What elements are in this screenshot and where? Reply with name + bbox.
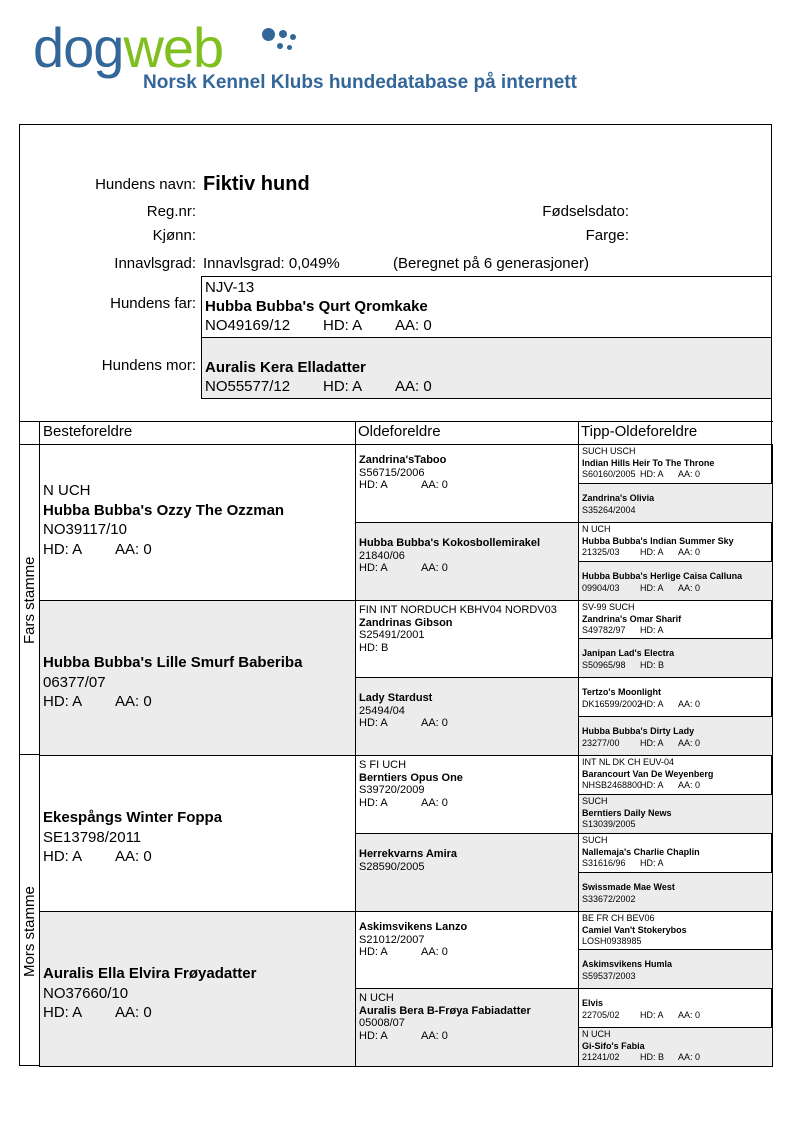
- col-header-ggparents: Oldeforeldre: [358, 423, 441, 440]
- gggparent-title: SUCH: [582, 835, 608, 845]
- ggparent-health-line: [359, 1030, 576, 1043]
- gggparent-info: [582, 602, 770, 637]
- grandparent-name: Ekespångs Winter Foppa: [43, 809, 223, 826]
- grandparent-cell: [39, 755, 356, 912]
- gggparent-hd: HD: B: [640, 659, 665, 670]
- ggparent-aa: AA: 0: [421, 1029, 448, 1042]
- regnr-label: Reg.nr:: [146, 203, 196, 220]
- gggparent-reg-line: [582, 819, 770, 831]
- ggparent-health-line: [359, 717, 576, 730]
- ggparent-title: FIN INT NORDUCH KBHV04 NORDV03: [359, 604, 557, 616]
- inbreeding-value: Innavlsgrad: 0,049%: [203, 255, 340, 272]
- father-line: [205, 316, 768, 335]
- gggparent-info: [582, 796, 770, 831]
- gggparent-title: SV-99 SUCH: [582, 602, 635, 612]
- grandparent-title: N UCH: [43, 482, 91, 499]
- gggparent-aa: AA: 0: [678, 469, 701, 479]
- grandparent-info: [43, 653, 302, 712]
- ggparent-info: [359, 848, 576, 886]
- ggparent-name: Zandrinas Gibson: [359, 616, 453, 629]
- gggparent-info: [582, 959, 770, 982]
- gggparent-cell: [578, 755, 773, 795]
- gggparent-name: Zandrina's Olivia: [582, 493, 655, 503]
- ggparent-reg: S21012/2007: [359, 933, 425, 946]
- ggparent-reg: 05008/07: [359, 1017, 405, 1029]
- mother-title: [205, 339, 768, 358]
- ggparent-hd: HD: A: [359, 479, 388, 491]
- father-hd: HD: A: [323, 317, 363, 334]
- gggparent-cell: [578, 677, 773, 717]
- gggparent-info: [582, 726, 770, 749]
- gggparent-reg-line: [582, 469, 770, 481]
- logo-word-dog: dog: [33, 16, 124, 79]
- ggparent-health-line: [359, 562, 576, 575]
- gggparent-cell: [578, 483, 773, 523]
- mother-line: [205, 377, 768, 396]
- gggparent-name: Camiel Van't Stokerybos: [582, 924, 687, 935]
- gggparent-cell: [578, 561, 773, 601]
- gggparent-info: [582, 757, 770, 792]
- grandparent-aa: AA: 0: [115, 848, 152, 865]
- mother-label: Hundens mor:: [101, 357, 196, 374]
- grandparent-info: [43, 481, 284, 559]
- dog-name: Fiktiv hund: [203, 173, 310, 195]
- gggparent-hd: HD: B: [640, 1052, 665, 1062]
- gggparent-info: [582, 524, 770, 559]
- ggparent-health-line: [359, 642, 576, 655]
- grandparent-health-line: [43, 692, 302, 712]
- gggparent-reg: S50965/98: [582, 659, 626, 670]
- gggparent-hd: HD: A: [640, 582, 664, 593]
- gggparent-cell: [578, 833, 773, 873]
- ggparent-info: [359, 454, 576, 492]
- father-reg: NO49169/12: [205, 317, 291, 334]
- ggparent-hd: HD: A: [359, 1029, 388, 1042]
- ggparent-reg: 21840/06: [359, 549, 405, 562]
- grandparent-hd: HD: A: [43, 1004, 83, 1021]
- header-divider-2: [578, 421, 579, 445]
- gggparent-info: [582, 1029, 770, 1064]
- gggparent-info: [582, 882, 770, 905]
- gggparent-hd: HD: A: [640, 780, 664, 790]
- gggparent-info: [582, 493, 770, 516]
- grandparent-cell: [39, 444, 356, 601]
- ggparent-name: Auralis Bera B-Frøya Fabiadatter: [359, 1004, 531, 1017]
- gggparent-name: Askimsvikens Humla: [582, 959, 673, 969]
- father-title: NJV-13: [205, 279, 255, 296]
- gggparent-name: Barancourt Van De Weyenberg: [582, 768, 714, 779]
- gggparent-info: [582, 687, 770, 710]
- inbreeding-note: (Beregnet på 6 generasjoner): [393, 255, 589, 272]
- grandparent-name: Hubba Bubba's Lille Smurf Baberiba: [43, 654, 303, 671]
- gggparent-reg: LOSH0938985: [582, 936, 642, 946]
- gggparent-name: Gi-Sifo's Fabia: [582, 1040, 645, 1051]
- gggparent-reg-line: [582, 894, 770, 906]
- ggparent-cell: [355, 833, 579, 912]
- grandparent-reg: 06377/07: [43, 673, 106, 691]
- dogweb-logo: [33, 16, 593, 100]
- grandparent-hd: HD: A: [43, 848, 83, 865]
- gggparent-aa: AA: 0: [678, 1052, 701, 1062]
- gggparent-reg-line: [582, 738, 770, 750]
- ggparent-aa: AA: 0: [421, 479, 448, 491]
- header-divider-1: [355, 421, 356, 445]
- ggparent-title: S FI UCH: [359, 759, 407, 771]
- gggparent-info: [582, 998, 770, 1021]
- gggparent-aa: AA: 0: [678, 698, 701, 709]
- gggparent-reg-line: [582, 971, 770, 983]
- gggparent-hd: HD: A: [640, 625, 664, 635]
- father-aa: AA: 0: [395, 317, 432, 334]
- ggparent-hd: HD: A: [359, 946, 388, 958]
- ggparent-hd: HD: B: [359, 641, 389, 654]
- gggparent-reg-line: [582, 1010, 770, 1022]
- gggparent-reg-line: [582, 699, 770, 711]
- ggparent-info: [359, 604, 576, 654]
- mother-reg: NO55577/12: [205, 378, 291, 395]
- ggparent-info: [359, 921, 576, 959]
- ggparent-reg: 25494/04: [359, 704, 405, 717]
- logo-wordmark: [33, 16, 223, 80]
- gggparent-cell: [578, 988, 773, 1028]
- gggparent-info: [582, 446, 770, 481]
- gggparent-reg-line: [582, 660, 770, 672]
- gggparent-reg: S33672/2002: [582, 893, 636, 904]
- gggparent-cell: [578, 794, 773, 834]
- gggparent-aa: AA: 0: [678, 547, 701, 557]
- gggparent-reg: S35264/2004: [582, 504, 636, 515]
- gggparent-cell: [578, 1027, 773, 1067]
- ggparent-info: [359, 992, 576, 1042]
- grandparent-aa: AA: 0: [115, 693, 152, 710]
- ggparent-name: Berntiers Opus One: [359, 771, 463, 784]
- logo-dots-icon: [262, 28, 302, 58]
- ggparent-name: Herrekvarns Amira: [359, 848, 458, 860]
- ggparent-aa: AA: 0: [421, 946, 448, 958]
- sex-label: Kjønn:: [152, 227, 196, 244]
- grandparent-health-line: [43, 847, 222, 867]
- pedigree-top-rule: [20, 421, 773, 422]
- gggparent-hd: HD: A: [640, 1009, 664, 1020]
- gggparent-reg-line: [582, 1052, 770, 1064]
- ggparent-cell: [355, 911, 579, 989]
- ggparent-cell: [355, 444, 579, 523]
- mother-aa: AA: 0: [395, 378, 432, 395]
- gggparent-reg: NHSB2468800: [582, 780, 643, 790]
- logo-subtitle: Norsk Kennel Klubs hundedatabase på internett: [143, 72, 577, 93]
- gggparent-reg-line: [582, 625, 770, 637]
- mother-hd: HD: A: [323, 378, 363, 395]
- gggparent-hd: HD: A: [640, 547, 664, 557]
- gggparent-reg: 21325/03: [582, 547, 620, 557]
- gggparent-aa: AA: 0: [678, 582, 701, 593]
- gggparent-cell: [578, 872, 773, 912]
- grandparent-cell: [39, 600, 356, 756]
- grandparent-reg: NO39117/10: [43, 521, 127, 538]
- gggparent-reg-line: [582, 583, 770, 595]
- ggparent-health-line: [359, 479, 576, 492]
- ggparent-health-line: [359, 797, 576, 810]
- ggparent-name: Hubba Bubba's Kokosbollemirakel: [359, 537, 541, 549]
- dog-name-label: Hundens navn:: [95, 176, 196, 193]
- gggparent-name: Indian Hills Heir To The Throne: [582, 457, 715, 468]
- grandparent-reg: SE13798/2011: [43, 828, 142, 846]
- gggparent-name: Nallemaja's Charlie Chaplin: [582, 846, 700, 857]
- gggparent-title: SUCH: [582, 796, 608, 806]
- gggparent-hd: HD: A: [640, 469, 664, 479]
- ggparent-cell: [355, 522, 579, 601]
- grandparent-health-line: [43, 540, 284, 560]
- gggparent-reg-line: [582, 936, 770, 948]
- mother-box: [201, 337, 772, 399]
- gggparent-aa: AA: 0: [678, 780, 701, 790]
- ggparent-cell: [355, 677, 579, 756]
- gggparent-title: N UCH: [582, 524, 611, 534]
- ggparent-cell: [355, 600, 579, 678]
- grandparent-info: [43, 808, 222, 867]
- ggparent-hd: HD: A: [359, 562, 388, 574]
- gggparent-hd: HD: A: [640, 698, 664, 709]
- pedigree-document: [19, 124, 772, 1066]
- ggparent-hd: HD: A: [359, 717, 388, 729]
- gggparent-cell: [578, 911, 773, 950]
- ggparent-health-line: [359, 946, 576, 959]
- gggparent-cell: [578, 444, 773, 484]
- gggparent-aa: AA: 0: [678, 1009, 701, 1020]
- grandparent-cell: [39, 911, 356, 1067]
- ggparent-health-line: [359, 873, 576, 886]
- ggparent-hd: HD: A: [359, 796, 388, 809]
- ggparent-name: Askimsvikens Lanzo: [359, 921, 468, 933]
- gggparent-name: Tertzo's Moonlight: [582, 687, 661, 697]
- grandparent-hd: HD: A: [43, 693, 83, 710]
- col-header-gggparents: Tipp-Oldeforeldre: [581, 423, 698, 440]
- gggparent-reg: S13039/2005: [582, 819, 636, 829]
- ggparent-name: Lady Stardust: [359, 692, 433, 704]
- gggparent-name: Hubba Bubba's Dirty Lady: [582, 726, 695, 736]
- side-label-mother: Mors stamme: [21, 886, 38, 977]
- gggparent-name: Elvis: [582, 998, 604, 1008]
- ggparent-info: [359, 537, 576, 575]
- gggparent-info: [582, 835, 770, 870]
- gggparent-title: INT NL DK CH EUV-04: [582, 757, 675, 767]
- ggparent-aa: AA: 0: [421, 562, 448, 574]
- gggparent-name: Janipan Lad's Electra: [582, 648, 675, 658]
- gggparent-title: N UCH: [582, 1029, 611, 1039]
- ggparent-title: N UCH: [359, 992, 394, 1004]
- ggparent-aa: AA: 0: [421, 796, 448, 809]
- father-label: Hundens far:: [110, 295, 196, 312]
- gggparent-name: Hubba Bubba's Indian Summer Sky: [582, 535, 734, 546]
- ggparent-info: [359, 692, 576, 730]
- gggparent-cell: [578, 600, 773, 639]
- ggparent-reg: S28590/2005: [359, 860, 425, 873]
- mother-name: Auralis Kera Elladatter: [205, 359, 366, 376]
- grandparent-name: Hubba Bubba's Ozzy The Ozzman: [43, 501, 285, 519]
- col-header-grandparents: Besteforeldre: [43, 423, 133, 440]
- gggparent-reg: S49782/97: [582, 625, 626, 635]
- gggparent-cell: [578, 949, 773, 989]
- color-label: Farge:: [585, 227, 629, 244]
- gggparent-reg-line: [582, 547, 770, 559]
- gggparent-title: BE FR CH BEV06: [582, 913, 655, 923]
- gggparent-reg: 22705/02: [582, 1009, 620, 1020]
- gggparent-reg: S59537/2003: [582, 970, 636, 981]
- gggparent-cell: [578, 522, 773, 562]
- ggparent-reg: S25491/2001: [359, 629, 425, 641]
- ggparent-aa: AA: 0: [421, 717, 448, 729]
- gggparent-info: [582, 648, 770, 671]
- grandparent-aa: AA: 0: [115, 1004, 152, 1021]
- ggparent-cell: [355, 755, 579, 834]
- grandparent-health-line: [43, 1003, 256, 1023]
- gggparent-info: [582, 913, 770, 948]
- father-name: Hubba Bubba's Qurt Qromkake: [205, 298, 428, 315]
- gggparent-reg: 09904/03: [582, 582, 620, 593]
- inbreeding-label: Innavlsgrad:: [114, 255, 196, 272]
- ggparent-info: [359, 759, 576, 809]
- gggparent-cell: [578, 638, 773, 678]
- gggparent-name: Zandrina's Omar Sharif: [582, 613, 682, 624]
- ggparent-reg: S56715/2006: [359, 466, 425, 479]
- gggparent-reg-line: [582, 505, 770, 517]
- gggparent-name: Berntiers Daily News: [582, 807, 672, 818]
- gggparent-reg-line: [582, 858, 770, 870]
- ggparent-name: Zandrina'sTaboo: [359, 454, 447, 466]
- gggparent-reg-line: [582, 780, 770, 792]
- side-split-rule: [20, 754, 40, 755]
- father-box: [201, 276, 772, 338]
- gggparent-title: SUCH USCH: [582, 446, 636, 456]
- gggparent-reg: S31616/96: [582, 858, 626, 868]
- grandparent-aa: AA: 0: [115, 540, 152, 558]
- gggparent-reg: 23277/00: [582, 737, 620, 748]
- gggparent-hd: HD: A: [640, 737, 664, 748]
- gggparent-name: Hubba Bubba's Herlige Caisa Calluna: [582, 571, 743, 581]
- side-label-father: Fars stamme: [21, 556, 38, 644]
- ggparent-reg: S39720/2009: [359, 784, 425, 796]
- gggparent-cell: [578, 716, 773, 756]
- gggparent-info: [582, 571, 770, 594]
- gggparent-aa: AA: 0: [678, 737, 701, 748]
- grandparent-reg: NO37660/10: [43, 984, 129, 1002]
- gggparent-reg: S60160/2005: [582, 469, 636, 479]
- gggparent-reg: 21241/02: [582, 1052, 620, 1062]
- birthdate-label: Fødselsdato:: [542, 203, 629, 220]
- grandparent-hd: HD: A: [43, 540, 83, 558]
- gggparent-reg: DK16599/2002: [582, 698, 643, 709]
- grandparent-name: Auralis Ella Elvira Frøyadatter: [43, 965, 257, 982]
- gggparent-name: Swissmade Mae West: [582, 882, 675, 892]
- ggparent-cell: [355, 988, 579, 1067]
- gggparent-hd: HD: A: [640, 858, 664, 868]
- logo-word-web: web: [123, 16, 224, 79]
- grandparent-info: [43, 964, 256, 1023]
